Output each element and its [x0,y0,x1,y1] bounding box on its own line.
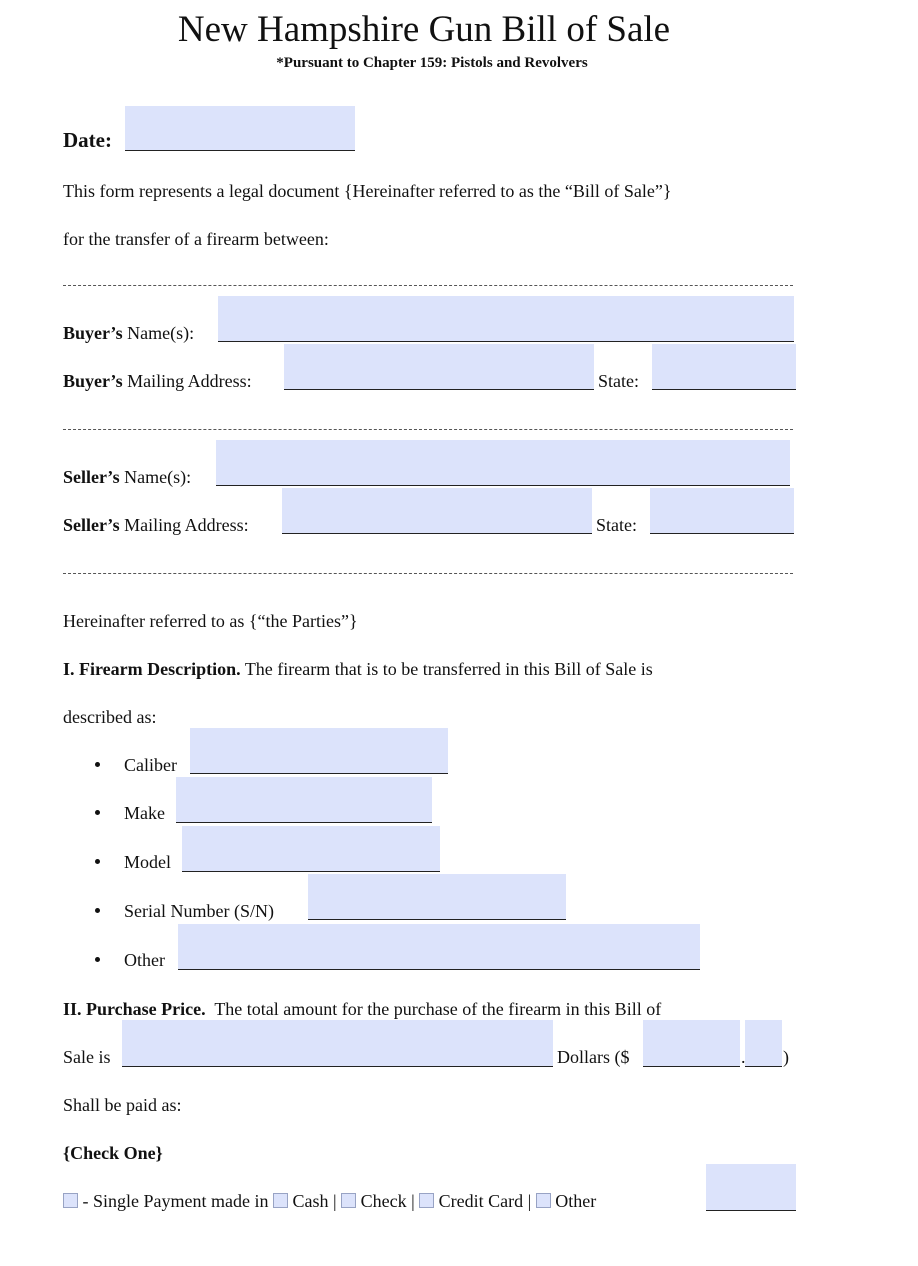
check-checkbox[interactable] [341,1193,356,1208]
dollars-underline [643,1066,740,1067]
other-field[interactable] [178,924,700,970]
parties-text: Hereinafter referred to as {“the Parties”} [63,611,358,631]
date-label: Date: [63,128,112,152]
date-field[interactable] [125,106,355,151]
make-underline [176,822,432,823]
amount-words-underline [122,1066,553,1067]
close-paren: ) [783,1047,789,1067]
date-underline [125,150,355,151]
model-field[interactable] [182,826,440,872]
section-2-heading: II. Purchase Price. [63,999,206,1019]
section-1-heading: I. Firearm Description. [63,659,241,679]
seller-address-label: Seller’s Mailing Address: [63,515,249,535]
intro-line-1: This form represents a legal document {Hereinafter referred to as the “Bill of Sale”} [63,181,672,201]
caliber-underline [190,773,448,774]
credit-card-label: Credit Card [438,1191,524,1211]
single-payment-checkbox[interactable] [63,1193,78,1208]
payment-options-row [63,1191,596,1212]
model-underline [182,871,440,872]
single-payment-label: - Single Payment made in [78,1191,273,1211]
divider [63,573,793,574]
cents-underline [745,1066,782,1067]
buyer-address-field[interactable] [284,344,594,390]
amount-words-field[interactable] [122,1020,553,1067]
seller-state-label: State: [596,515,637,535]
seller-address-field[interactable] [282,488,592,534]
make-label: Make [124,803,165,823]
credit-card-checkbox[interactable] [419,1193,434,1208]
section-1-described-as: described as: [63,707,157,727]
seller-name-underline [216,485,790,486]
section-1-intro: I. Firearm Description. The firearm that is to be transferred in this Bill of Sale is [63,659,653,679]
bullet-icon [95,762,100,767]
make-field[interactable] [176,777,432,823]
caliber-label: Caliber [124,755,177,775]
paid-as-text: Shall be paid as: [63,1095,182,1115]
bullet-icon [95,859,100,864]
bullet-icon [95,957,100,962]
buyer-state-underline [652,389,796,390]
section-2-intro: II. Purchase Price. The total amount for the purchase of the firearm in this Bill of [63,999,662,1019]
intro-line-2: for the transfer of a firearm between: [63,229,329,249]
other-underline [178,969,700,970]
buyer-name-label: Buyer’s Name(s): [63,323,195,343]
dollars-label: Dollars ($ [557,1047,630,1067]
check-one-text: {Check One} [63,1143,163,1163]
other-payment-label: Other [555,1191,597,1211]
cash-checkbox[interactable] [273,1193,288,1208]
dollars-field[interactable] [643,1020,740,1067]
divider [63,285,793,286]
other-payment-checkbox[interactable] [536,1193,551,1208]
buyer-name-underline [218,341,794,342]
cash-label: Cash [292,1191,329,1211]
buyer-name-field[interactable] [218,296,794,342]
buyer-state-field[interactable] [652,344,796,390]
page-subtitle: *Pursuant to Chapter 159: Pistols and Revolvers [276,55,588,71]
serial-number-field[interactable] [308,874,566,920]
seller-state-field[interactable] [650,488,794,534]
divider [63,429,793,430]
seller-name-label: Seller’s Name(s): [63,467,192,487]
seller-state-underline [650,533,794,534]
bullet-icon [95,810,100,815]
seller-address-underline [282,533,592,534]
serial-number-underline [308,919,566,920]
separator: | [406,1191,420,1211]
separator: | [328,1191,342,1211]
buyer-state-label: State: [598,371,639,391]
page-title: New Hampshire Gun Bill of Sale [177,9,671,50]
other-label: Other [124,950,165,970]
seller-name-field[interactable] [216,440,790,486]
buyer-address-label: Buyer’s Mailing Address: [63,371,252,391]
check-label: Check [360,1191,407,1211]
sale-is-label: Sale is [63,1047,111,1067]
model-label: Model [124,852,171,872]
serial-number-label: Serial Number (S/N) [124,901,274,921]
other-payment-field[interactable] [706,1164,796,1211]
buyer-address-underline [284,389,594,390]
decimal-point: . [741,1047,746,1067]
other-payment-underline [706,1210,796,1211]
caliber-field[interactable] [190,728,448,774]
bullet-icon [95,908,100,913]
separator: | [523,1191,536,1211]
cents-field[interactable] [745,1020,782,1067]
